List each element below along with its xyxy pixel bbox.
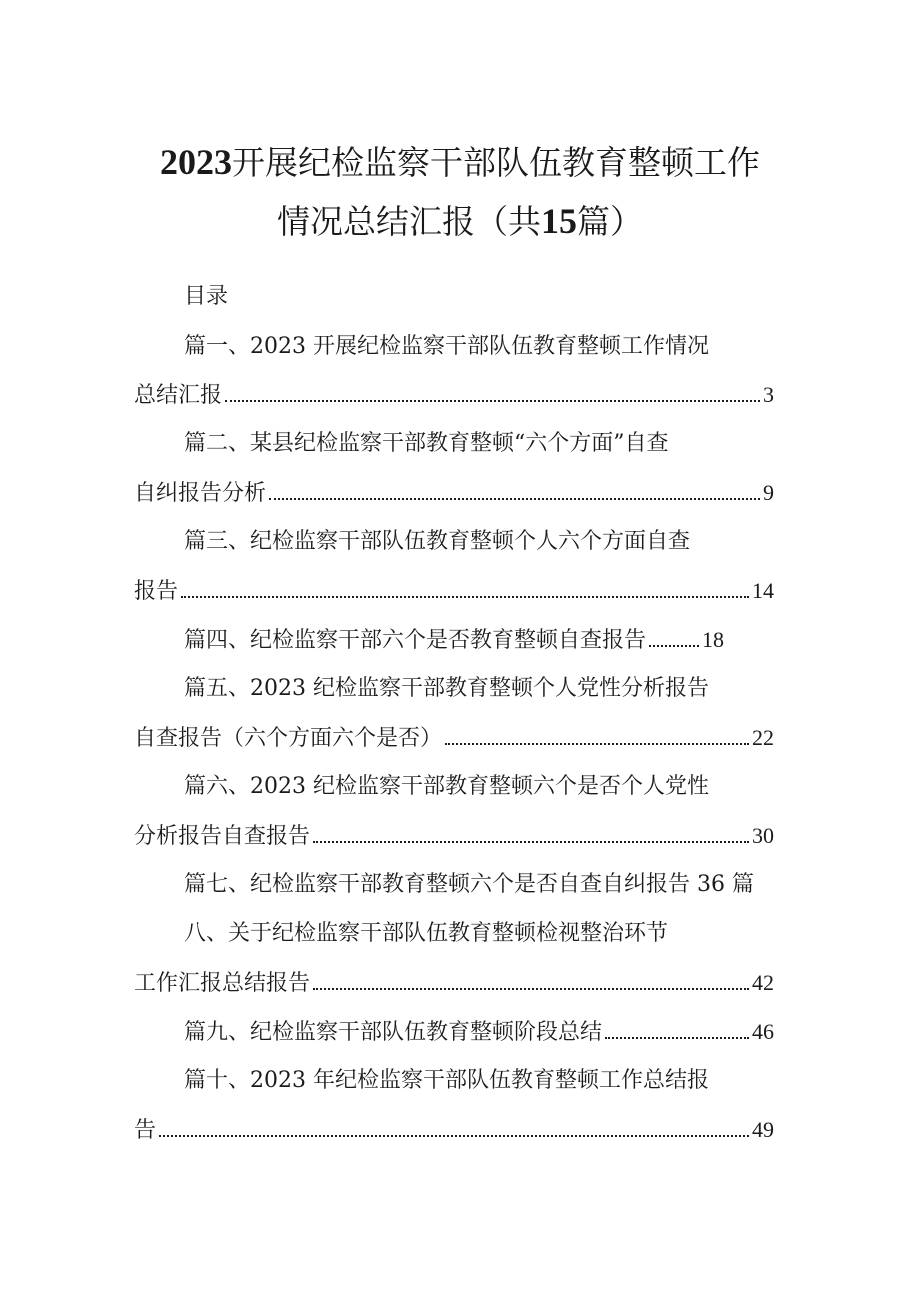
dot-leader — [181, 596, 749, 598]
dot-leader — [605, 1037, 749, 1039]
toc-page-number: 22 — [752, 725, 774, 750]
dot-leader — [445, 743, 749, 745]
toc-entry-text: 篇四、纪检监察干部六个是否教育整顿自查报告 — [184, 628, 647, 653]
toc-entry-9[interactable] — [184, 1015, 774, 1050]
document-title-line-1 — [0, 139, 920, 186]
toc-page-number: 14 — [752, 578, 774, 603]
toc-entry-5-line-2[interactable] — [134, 721, 774, 756]
toc-entry-2-line-1[interactable]: 篇二、某县纪检监察干部教育整顿“六个方面”自查 — [184, 431, 669, 456]
toc-page-number: 46 — [752, 1019, 774, 1044]
dot-leader — [159, 1135, 749, 1137]
toc-page-number: 3 — [763, 382, 774, 407]
toc-entry-7[interactable]: 篇七、纪检监察干部教育整顿六个是否自查自纠报告 36 篇 — [184, 872, 754, 897]
toc-entry-6-line-1[interactable]: 篇六、2023 纪检监察干部教育整顿六个是否个人党性 — [184, 774, 709, 799]
document-title-line-2 — [0, 198, 920, 245]
toc-entry-3-line-1[interactable]: 篇三、纪检监察干部队伍教育整顿个人六个方面自查 — [184, 529, 691, 554]
dot-leader — [269, 498, 760, 500]
toc-entry-5-line-1[interactable]: 篇五、2023 纪检监察干部教育整顿个人党性分析报告 — [184, 676, 709, 701]
toc-entry-text: 总结汇报 — [134, 383, 223, 408]
toc-entry-text: 分析报告自查报告 — [134, 824, 311, 849]
toc-entry-text: 自查报告（六个方面六个是否） — [134, 726, 443, 751]
toc-entry-10-line-2[interactable] — [134, 1113, 774, 1148]
dot-leader — [649, 645, 699, 647]
toc-entry-3-line-2[interactable] — [134, 574, 774, 609]
toc-entry-text: 篇九、纪检监察干部队伍教育整顿阶段总结 — [184, 1020, 603, 1045]
title-count: 15 — [541, 201, 577, 241]
dot-leader — [313, 841, 749, 843]
toc-entry-4[interactable] — [184, 623, 724, 658]
toc-entry-text: 自纠报告分析 — [134, 481, 267, 506]
toc-heading: 目录 — [184, 284, 229, 309]
toc-entry-text: 工作汇报总结报告 — [134, 971, 311, 996]
title-text-2-post: 篇） — [577, 202, 643, 241]
dot-leader — [313, 988, 749, 990]
toc-page-number: 49 — [752, 1117, 774, 1142]
toc-page-number: 42 — [752, 970, 774, 995]
toc-page-number: 18 — [702, 627, 724, 652]
toc-entry-6-line-2[interactable] — [134, 819, 774, 854]
title-year: 2023 — [160, 142, 232, 182]
title-text-1: 开展纪检监察干部队伍教育整顿工作 — [232, 143, 760, 182]
toc-entry-1-line-1[interactable]: 篇一、2023 开展纪检监察干部队伍教育整顿工作情况 — [184, 334, 709, 359]
dot-leader — [225, 400, 760, 402]
toc-entry-8-line-1[interactable]: 八、关于纪检监察干部队伍教育整顿检视整治环节 — [184, 921, 669, 946]
toc-entry-text: 报告 — [134, 579, 179, 604]
toc-entry-8-line-2[interactable] — [134, 966, 774, 1001]
toc-entry-text: 告 — [134, 1118, 157, 1143]
toc-page-number: 30 — [752, 823, 774, 848]
toc-page-number: 9 — [763, 480, 774, 505]
toc-entry-2-line-2[interactable] — [134, 476, 774, 511]
toc-entry-10-line-1[interactable]: 篇十、2023 年纪检监察干部队伍教育整顿工作总结报 — [184, 1068, 709, 1093]
title-text-2-pre: 情况总结汇报（共 — [277, 202, 541, 241]
toc-entry-1-line-2[interactable] — [134, 378, 774, 413]
